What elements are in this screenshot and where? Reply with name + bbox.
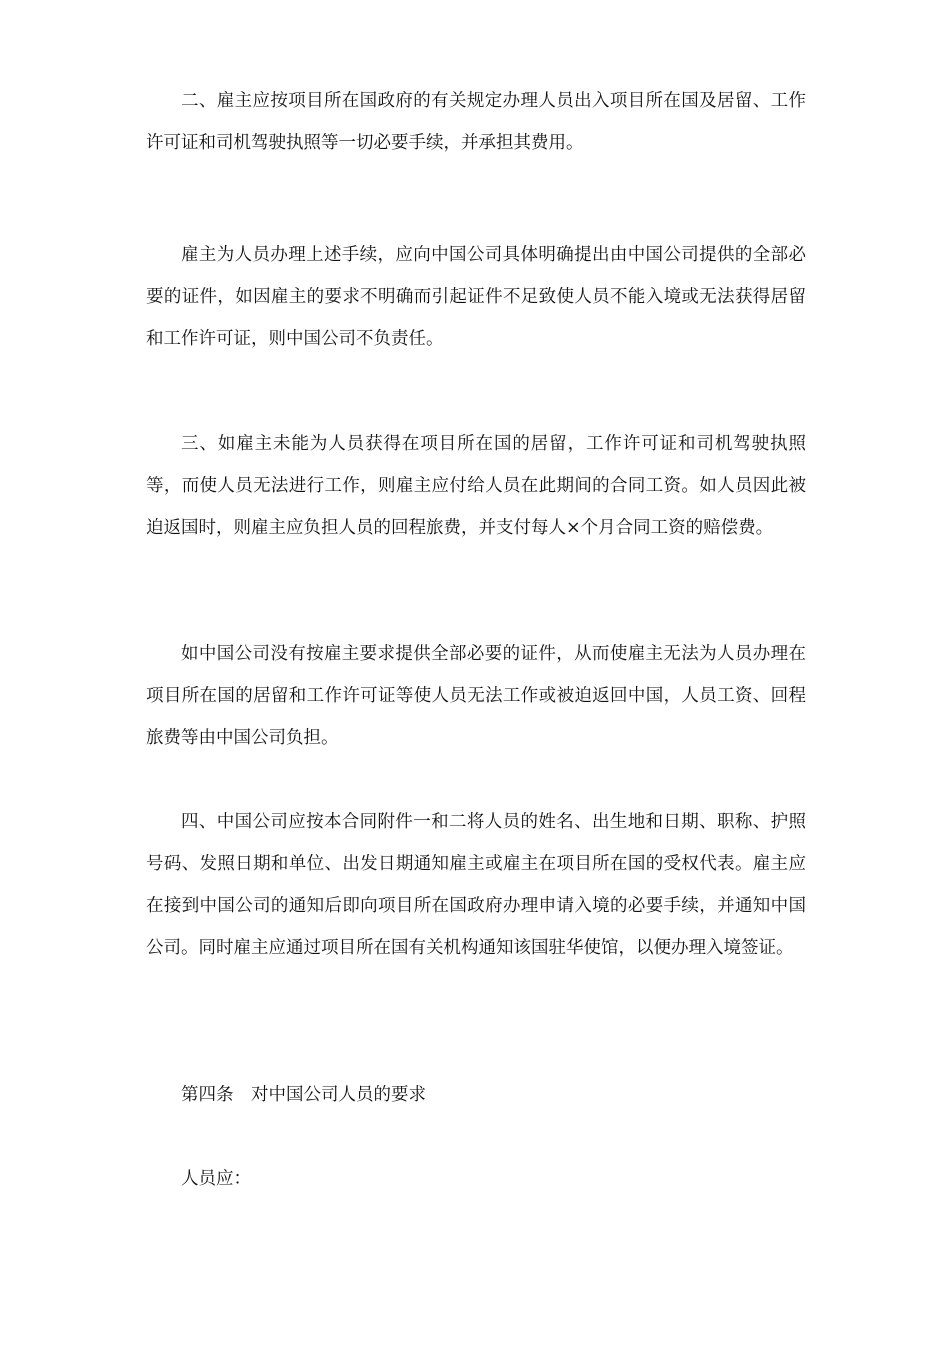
paragraph-personnel-intro: 人员应： (181, 1169, 251, 1189)
paragraph-clause-2: 二、雇主应按项目所在国政府的有关规定办理人员出入项目所在国及居留、工作许可证和司机驾驶执照等一切必要手续，并承担其费用。 (146, 91, 806, 153)
article-heading: 第四条 对中国公司人员的要求 (181, 1085, 426, 1105)
paragraph-clause-4: 四、中国公司应按本合同附件一和二将人员的姓名、出生地和日期、职称、护照号码、发照日期和单位、出发日期通知雇主或雇主在项目所在国的受权代表。雇主应在接到中国公司的通知后即向项目所在国政府办理申请入境的必要手续，并通知中国公司。同时雇主应通过项目所在国有关机构通知该国驻华使馆，以便办理入境签证。 (146, 812, 806, 958)
paragraph-clause-2-detail: 雇主为人员办理上述手续，应向中国公司具体明确提出由中国公司提供的全部必要的证件，如因雇主的要求不明确而引起证件不足致使人员不能入境或无法获得居留和工作许可证，则中国公司不负责任。 (146, 245, 806, 349)
paragraph-clause-3-detail: 如中国公司没有按雇主要求提供全部必要的证件，从而使雇主无法为人员办理在项目所在国的居留和工作许可证等使人员无法工作或被迫返回中国，人员工资、回程旅费等由中国公司负担。 (146, 644, 806, 748)
paragraph-clause-3: 三、如雇主未能为人员获得在项目所在国的居留，工作许可证和司机驾驶执照等，而使人员无法进行工作，则雇主应付给人员在此期间的合同工资。如人员因此被迫返国时，则雇主应负担人员的回程旅费，并支付每人×个月合同工资的赔偿费。 (146, 434, 806, 538)
